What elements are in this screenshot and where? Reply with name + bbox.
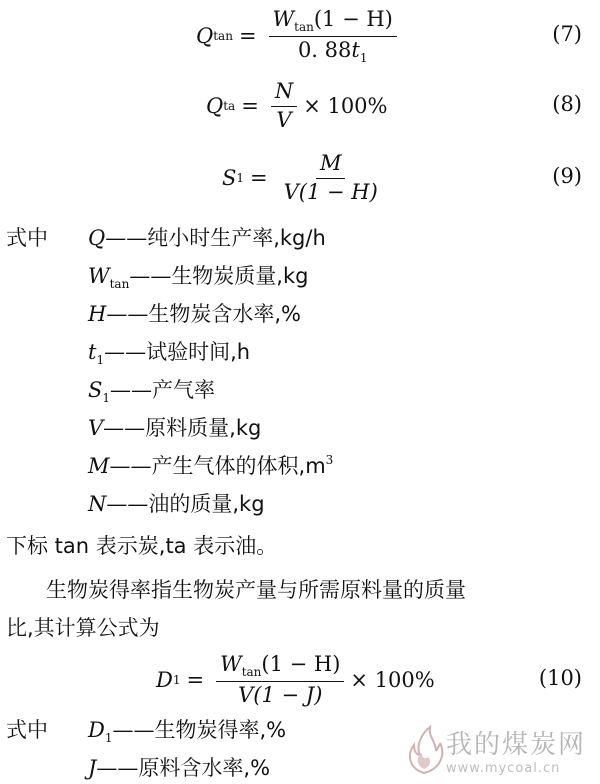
- eq9-num: M: [316, 151, 346, 178]
- eq8-den: V: [276, 107, 292, 132]
- def-dash: ——: [129, 264, 172, 288]
- def-symbol: t: [88, 340, 97, 364]
- equation-9: [222, 148, 388, 208]
- where-label: 式中: [6, 226, 48, 250]
- eq9-fraction: [280, 151, 382, 204]
- equation-8: [206, 76, 388, 136]
- watermark-name: 我的煤炭网: [445, 730, 586, 760]
- eq7-lhs: Q: [196, 24, 214, 48]
- eq7-num-rest: (1 − H): [313, 7, 393, 32]
- def-dash: ——: [103, 416, 146, 440]
- def-text: 试验时间,h: [146, 340, 251, 364]
- def-symbol: W: [88, 264, 110, 288]
- eq8-equals: =: [241, 94, 259, 118]
- def-symbol: J: [88, 756, 97, 780]
- eq7-fraction: [269, 7, 397, 65]
- eq7-lhs-sub: tan: [213, 29, 233, 43]
- def-sub: 1: [104, 731, 113, 745]
- eq7-den-sub: 1: [359, 50, 368, 65]
- def-dash: ——: [106, 492, 149, 516]
- watermark-url: www.mycoal.cn: [445, 761, 561, 776]
- eq7-den-text: 0. 88: [297, 37, 352, 62]
- eq10-lhs-sub: 1: [172, 673, 181, 687]
- subscript-note: 下标 tan 表示炭,ta 表示油。: [6, 534, 278, 558]
- paragraph-line-1: 生物炭得率指生物炭产量与所需原料量的质量: [46, 578, 466, 602]
- def-symbol: S: [88, 378, 103, 402]
- eq7-den-var: t: [351, 37, 360, 62]
- eq9-number: (9): [552, 164, 582, 188]
- eq10-num-var: W: [220, 652, 242, 677]
- def-text: 生物炭得率,%: [154, 718, 287, 742]
- eq8-num: N: [271, 79, 297, 106]
- eq10-equals: =: [186, 668, 205, 692]
- eq8-fraction: [271, 79, 297, 132]
- def-symbol: Q: [88, 226, 106, 250]
- watermark: [402, 724, 586, 776]
- eq8-lhs-sub: ta: [223, 99, 236, 113]
- eq8-tail: × 100%: [303, 94, 388, 118]
- eq7-equals: =: [238, 24, 257, 48]
- def-sub: 1: [96, 353, 105, 367]
- def-text: 产气率: [152, 378, 216, 402]
- def-symbol: H: [88, 302, 107, 326]
- def-dash: ——: [109, 454, 152, 478]
- def-text: 生物炭质量,kg: [171, 264, 309, 288]
- def-symbol: V: [88, 416, 104, 440]
- def-symbol: M: [88, 454, 110, 478]
- definition-row: [88, 336, 250, 367]
- eq8-lhs: Q: [206, 94, 224, 118]
- definition-row: [88, 374, 215, 405]
- def-dash: ——: [96, 756, 139, 780]
- flame-logo-icon: [402, 725, 446, 775]
- definition-row: [88, 488, 265, 518]
- definition-row: [88, 222, 326, 252]
- eq7-num-sub: tan: [294, 20, 314, 35]
- eq9-lhs-sub: 1: [236, 171, 245, 185]
- def-sub: 1: [102, 391, 111, 405]
- def-text: 产生气体的体积,m: [151, 454, 326, 478]
- def-text: 油的质量,kg: [148, 492, 265, 516]
- def-text: 生物炭含水率,%: [148, 302, 301, 326]
- definition-row: [88, 450, 333, 480]
- def-text: 原料质量,kg: [145, 416, 262, 440]
- eq10-den: V(1 − J): [238, 682, 323, 707]
- eq10-number: (10): [538, 666, 582, 690]
- eq10-lhs: D: [156, 668, 173, 692]
- definition-row: [88, 752, 270, 782]
- definition-row: [88, 260, 308, 291]
- def-dash: ——: [110, 378, 153, 402]
- def-symbol: D: [88, 718, 105, 742]
- eq9-equals: =: [250, 166, 268, 190]
- eq7-num-var: W: [272, 7, 295, 32]
- def-sub: tan: [109, 277, 130, 291]
- where-label-2: 式中: [6, 718, 48, 742]
- eq10-tail: × 100%: [350, 668, 435, 692]
- eq7-number: (7): [552, 22, 582, 46]
- eq8-number: (8): [552, 92, 582, 116]
- def-sup: 3: [325, 453, 334, 467]
- def-dash: ——: [104, 340, 147, 364]
- eq10-num-rest: (1 − H): [261, 652, 341, 677]
- def-dash: ——: [106, 302, 149, 326]
- paragraph-line-2: 比,其计算公式为: [6, 616, 160, 640]
- eq10-fraction: [216, 652, 344, 708]
- def-dash: ——: [105, 226, 148, 250]
- def-text: 纯小时生产率,kg/h: [147, 226, 326, 250]
- definition-row: [88, 412, 261, 442]
- def-symbol: N: [88, 492, 107, 516]
- eq9-den: V(1 − H): [283, 179, 378, 204]
- eq9-lhs: S: [222, 166, 237, 190]
- def-dash: ——: [112, 718, 155, 742]
- equation-10: [156, 650, 435, 710]
- equation-7: [196, 6, 403, 66]
- def-text: 原料含水率,%: [138, 756, 271, 780]
- definition-row: [88, 714, 286, 745]
- eq10-num-sub: tan: [241, 665, 262, 680]
- definition-row: [88, 298, 301, 328]
